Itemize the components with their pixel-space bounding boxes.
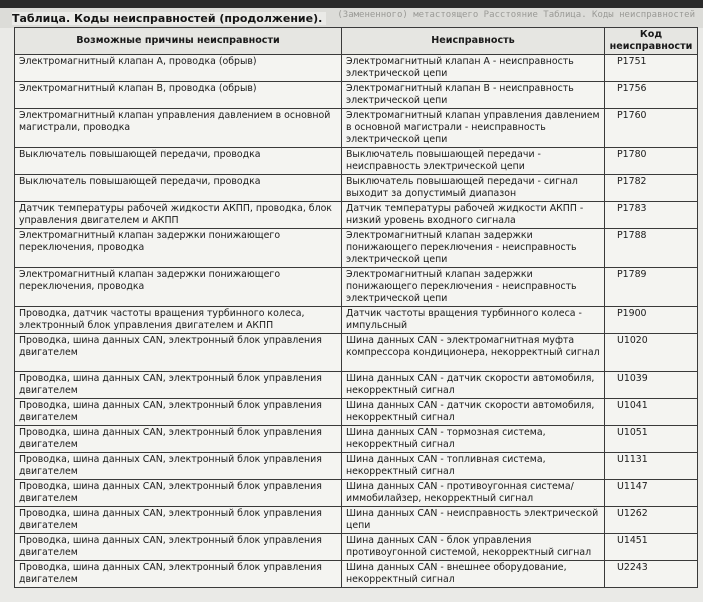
fault-cell xyxy=(342,534,605,561)
code-cell-text: U1020 xyxy=(617,335,648,346)
cause-cell-text: Проводка, датчик частоты вращения турбинного колеса, электронный блок управления двигателем и АКПП xyxy=(19,308,305,331)
cause-cell xyxy=(15,82,342,109)
fault-cell-text: Шина данных CAN - неисправность электрической цепи xyxy=(346,508,599,531)
code-cell xyxy=(605,268,698,307)
fault-cell-text: Шина данных CAN - топливная система, некорректный сигнал xyxy=(346,454,546,477)
fault-cell xyxy=(342,399,605,426)
fault-code-table-wrapper xyxy=(14,27,697,588)
header-strip-text: (Замененного) метастоящего Расстояние Таблица. Коды неисправностей xyxy=(337,10,695,20)
table-caption: Таблица. Коды неисправностей (продолжение). xyxy=(12,12,326,25)
code-cell-text: P1783 xyxy=(617,203,647,214)
fault-cell-text: Датчик температуры рабочей жидкости АКПП - низкий уровень входного сигнала xyxy=(346,203,584,226)
fault-cell-text: Шина данных CAN - блок управления противоугонной системой, некорректный сигнал xyxy=(346,535,592,558)
fault-cell xyxy=(342,148,605,175)
code-cell xyxy=(605,307,698,334)
fault-cell-text: Электромагнитный клапан A - неисправность электрической цепи xyxy=(346,56,574,79)
cause-cell-text: Электромагнитный клапан управления давлением в основной магистрали, проводка xyxy=(19,110,331,133)
fault-cell xyxy=(342,109,605,148)
cause-cell-text: Проводка, шина данных CAN, электронный блок управления двигателем xyxy=(19,481,322,504)
table-row xyxy=(15,175,698,202)
code-cell-text: U1041 xyxy=(617,400,648,411)
code-cell-text: P1780 xyxy=(617,149,647,160)
table-body xyxy=(15,55,698,588)
code-cell xyxy=(605,561,698,588)
code-cell xyxy=(605,480,698,507)
cause-cell xyxy=(15,268,342,307)
fault-cell-text: Шина данных CAN - тормозная система, некорректный сигнал xyxy=(346,427,546,450)
code-cell xyxy=(605,148,698,175)
table-row xyxy=(15,334,698,372)
table-row xyxy=(15,82,698,109)
code-cell xyxy=(605,202,698,229)
header-fault: Неисправность xyxy=(342,28,605,55)
cause-cell-text: Выключатель повышающей передачи, проводка xyxy=(19,176,261,187)
code-cell xyxy=(605,507,698,534)
code-cell-text: U1451 xyxy=(617,535,648,546)
table-row xyxy=(15,109,698,148)
cause-cell-text: Датчик температуры рабочей жидкости АКПП, проводка, блок управления двигателем и АКПП xyxy=(19,203,332,226)
cause-cell xyxy=(15,372,342,399)
table-row xyxy=(15,229,698,268)
cause-cell xyxy=(15,534,342,561)
fault-cell-text: Электромагнитный клапан B - неисправность электрической цепи xyxy=(346,83,574,106)
code-cell xyxy=(605,399,698,426)
fault-cell xyxy=(342,334,605,372)
table-row xyxy=(15,148,698,175)
code-cell-text: P1751 xyxy=(617,56,647,67)
cause-cell xyxy=(15,229,342,268)
fault-cell xyxy=(342,307,605,334)
cause-cell xyxy=(15,453,342,480)
fault-cell xyxy=(342,229,605,268)
cause-cell-text: Электромагнитный клапан A, проводка (обрыв) xyxy=(19,56,257,67)
fault-code-table xyxy=(14,27,698,588)
cause-cell-text: Проводка, шина данных CAN, электронный блок управления двигателем xyxy=(19,562,322,585)
code-cell xyxy=(605,229,698,268)
code-cell xyxy=(605,175,698,202)
top-border xyxy=(0,0,703,8)
code-cell-text: U1039 xyxy=(617,373,648,384)
cause-cell xyxy=(15,480,342,507)
fault-cell xyxy=(342,480,605,507)
cause-cell xyxy=(15,399,342,426)
cause-cell-text: Проводка, шина данных CAN, электронный блок управления двигателем xyxy=(19,454,322,477)
code-cell-text: U2243 xyxy=(617,562,648,573)
fault-cell xyxy=(342,372,605,399)
code-cell-text: P1756 xyxy=(617,83,647,94)
fault-cell xyxy=(342,55,605,82)
table-row xyxy=(15,480,698,507)
code-cell xyxy=(605,334,698,372)
fault-cell-text: Электромагнитный клапан управления давлением в основной магистрали - неисправность электрической цепи xyxy=(346,110,600,145)
fault-cell xyxy=(342,268,605,307)
cause-cell xyxy=(15,175,342,202)
fault-cell xyxy=(342,561,605,588)
table-row xyxy=(15,268,698,307)
code-cell xyxy=(605,534,698,561)
code-cell xyxy=(605,82,698,109)
code-cell-text: P1760 xyxy=(617,110,647,121)
header-code: Код неисправности xyxy=(605,28,698,55)
cause-cell-text: Проводка, шина данных CAN, электронный блок управления двигателем xyxy=(19,535,322,558)
table-row xyxy=(15,561,698,588)
table-row xyxy=(15,453,698,480)
cause-cell xyxy=(15,334,342,372)
fault-cell xyxy=(342,453,605,480)
code-cell-text: U1051 xyxy=(617,427,648,438)
fault-cell xyxy=(342,82,605,109)
fault-cell-text: Электромагнитный клапан задержки понижающего переключения - неисправность электрической цепи xyxy=(346,269,577,304)
cause-cell xyxy=(15,561,342,588)
code-cell xyxy=(605,109,698,148)
code-cell-text: U1131 xyxy=(617,454,648,465)
fault-cell-text: Электромагнитный клапан задержки понижающего переключения - неисправность электрической цепи xyxy=(346,230,577,265)
table-row xyxy=(15,426,698,453)
code-cell-text: U1262 xyxy=(617,508,648,519)
fault-cell-text: Шина данных CAN - электромагнитная муфта компрессора кондиционера, некорректный сигнал xyxy=(346,335,600,358)
table-row xyxy=(15,534,698,561)
code-cell xyxy=(605,453,698,480)
fault-cell xyxy=(342,175,605,202)
fault-cell-text: Шина данных CAN - противоугонная система/иммобилайзер, некорректный сигнал xyxy=(346,481,574,504)
cause-cell xyxy=(15,307,342,334)
cause-cell-text: Электромагнитный клапан B, проводка (обрыв) xyxy=(19,83,257,94)
cause-cell-text: Проводка, шина данных CAN, электронный блок управления двигателем xyxy=(19,427,322,450)
cause-cell-text: Электромагнитный клапан задержки понижающего переключения, проводка xyxy=(19,230,281,253)
cause-cell-text: Выключатель повышающей передачи, проводка xyxy=(19,149,261,160)
table-row xyxy=(15,202,698,229)
code-cell xyxy=(605,426,698,453)
cause-cell-text: Проводка, шина данных CAN, электронный блок управления двигателем xyxy=(19,373,322,396)
fault-cell xyxy=(342,507,605,534)
header-cause: Возможные причины неисправности xyxy=(15,28,342,55)
code-cell xyxy=(605,372,698,399)
cause-cell xyxy=(15,202,342,229)
cause-cell xyxy=(15,55,342,82)
code-cell-text: P1900 xyxy=(617,308,647,319)
code-cell-text: P1782 xyxy=(617,176,647,187)
cause-cell-text: Проводка, шина данных CAN, электронный блок управления двигателем xyxy=(19,400,322,423)
cause-cell xyxy=(15,507,342,534)
cause-cell xyxy=(15,426,342,453)
fault-cell-text: Шина данных CAN - датчик скорости автомобиля, некорректный сигнал xyxy=(346,373,595,396)
cause-cell-text: Проводка, шина данных CAN, электронный блок управления двигателем xyxy=(19,508,322,531)
code-cell-text: P1789 xyxy=(617,269,647,280)
cause-cell xyxy=(15,109,342,148)
fault-cell xyxy=(342,202,605,229)
table-row xyxy=(15,307,698,334)
fault-cell-text: Выключатель повышающей передачи - сигнал выходит за допустимый диапазон xyxy=(346,176,578,199)
table-row xyxy=(15,55,698,82)
fault-cell xyxy=(342,426,605,453)
code-cell-text: P1788 xyxy=(617,230,647,241)
fault-cell-text: Шина данных CAN - датчик скорости автомобиля, некорректный сигнал xyxy=(346,400,595,423)
table-row xyxy=(15,507,698,534)
table-header-row xyxy=(15,28,698,55)
cause-cell-text: Электромагнитный клапан задержки понижающего переключения, проводка xyxy=(19,269,281,292)
fault-cell-text: Датчик частоты вращения турбинного колеса - импульсный xyxy=(346,308,582,331)
cause-cell xyxy=(15,148,342,175)
cause-cell-text: Проводка, шина данных CAN, электронный блок управления двигателем xyxy=(19,335,322,358)
table-row xyxy=(15,399,698,426)
fault-cell-text: Шина данных CAN - внешнее оборудование, некорректный сигнал xyxy=(346,562,567,585)
code-cell xyxy=(605,55,698,82)
table-row xyxy=(15,372,698,399)
fault-cell-text: Выключатель повышающей передачи - неисправность электрической цепи xyxy=(346,149,541,172)
code-cell-text: U1147 xyxy=(617,481,648,492)
